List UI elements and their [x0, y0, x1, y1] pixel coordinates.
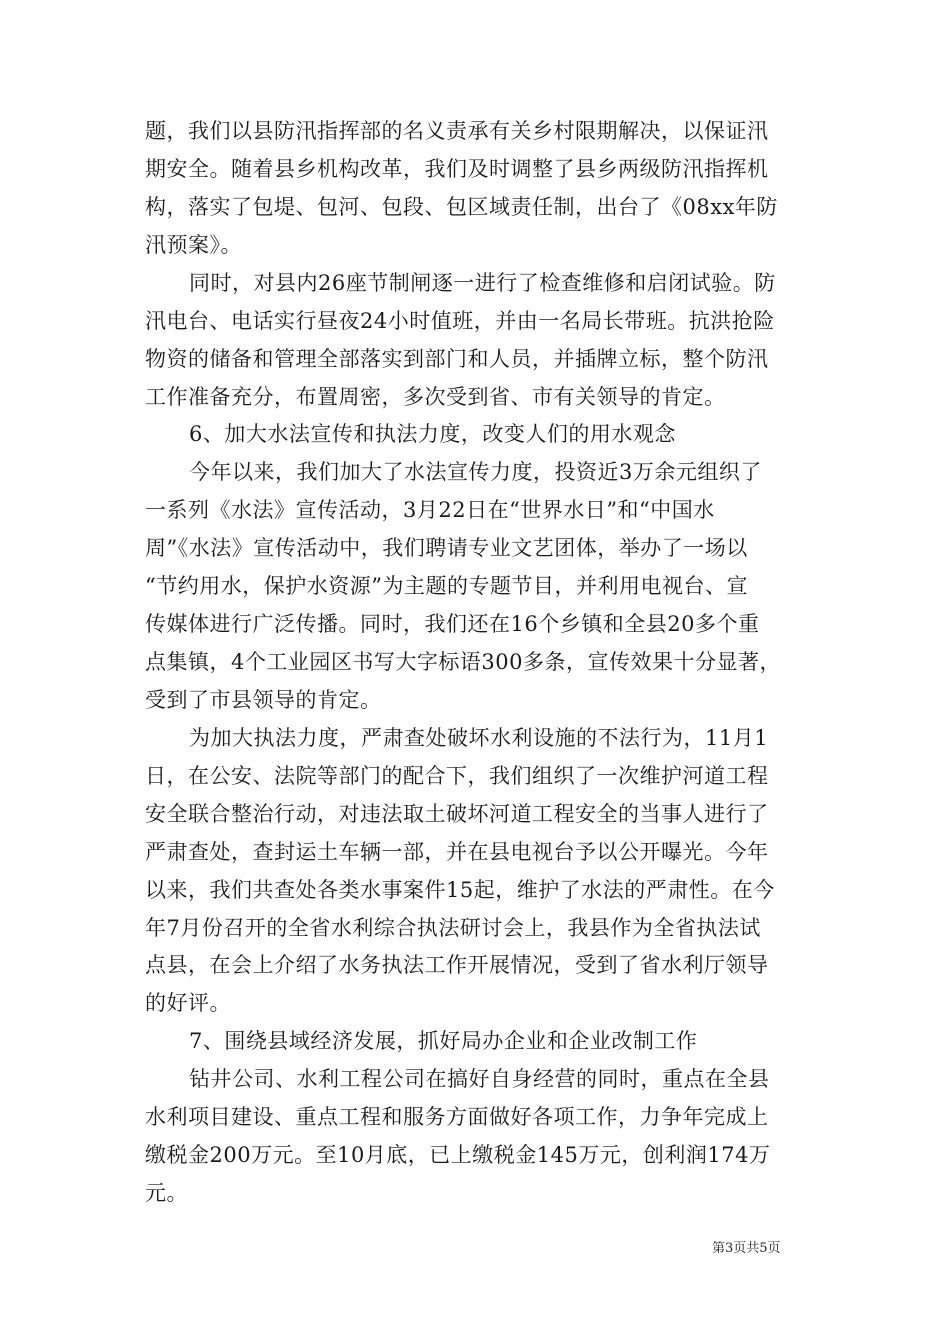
section-heading: 7、围绕县域经济发展，抓好局办企业和企业改制工作 [189, 1029, 698, 1053]
text-line: 元。 [145, 1181, 188, 1205]
text-line: 受到了市县领导的肯定。 [145, 688, 382, 712]
text-line: “节约用水，保护水资源”为主题的专题节目，并利用电视台、宣 [145, 574, 748, 598]
paragraph-first-line: 今年以来，我们加大了水法宣传力度，投资近3万余元组织了 [189, 460, 762, 484]
text-line: 点县，在会上介绍了水务执法工作开展情况，受到了省水利厅领导 [145, 953, 769, 977]
text-line: 的好评。 [145, 991, 231, 1015]
section-heading: 6、加大水法宣传和执法力度，改变人们的用水观念 [189, 422, 676, 446]
text-line: 以来，我们共查处各类水事案件15起，维护了水法的严肃性。在今 [145, 878, 775, 902]
page-number-footer: 第3页共5页 [712, 1241, 781, 1256]
text-line: 水利项目建设、重点工程和服务方面做好各项工作，力争年完成上 [145, 1105, 769, 1129]
text-line: 汛预案》。 [145, 233, 242, 257]
text-line: 物资的储备和管理全部落实到部门和人员，并插牌立标，整个防汛 [145, 347, 769, 371]
text-line: 传媒体进行广泛传播。同时，我们还在16个乡镇和全县20多个重 [145, 612, 760, 636]
text-line: 年7月份召开的全省水利综合执法研讨会上，我县作为全省执法试 [145, 916, 761, 940]
text-line: 缴税金200万元。至10月底，已上缴税金145万元，创利润174万 [145, 1143, 771, 1167]
text-line: 工作准备充分，布置周密，多次受到省、市有关领导的肯定。 [145, 385, 726, 409]
paragraph-first-line: 钻井公司、水利工程公司在搞好自身经营的同时，重点在全县 [189, 1067, 770, 1091]
paragraph-first-line: 同时，对县内26座节制闸逐一进行了检查维修和启闭试验。防 [189, 271, 776, 295]
text-line: 题，我们以县防汛指挥部的名义责承有关乡村限期解决，以保证汛 [145, 119, 769, 143]
text-line: 汛电台、电话实行昼夜24小时值班，并由一名局长带班。抗洪抢险 [145, 309, 775, 333]
paragraph-first-line: 为加大执法力度，严肃查处破坏水利设施的不法行为，11月1 [189, 726, 769, 750]
text-line: 严肃查处，查封运土车辆一部，并在县电视台予以公开曝光。今年 [145, 840, 769, 864]
text-line: 日，在公安、法院等部门的配合下，我们组织了一次维护河道工程 [145, 764, 769, 788]
text-line: 构，落实了包堤、包河、包段、包区域责任制，出台了《08xx年防 [145, 195, 778, 219]
text-line: 安全联合整治行动，对违法取土破坏河道工程安全的当事人进行了 [145, 802, 769, 826]
text-line: 点集镇，4个工业园区书写大字标语300多条，宣传效果十分显著， [145, 650, 781, 674]
text-line: 周”《水法》宣传活动中，我们聘请专业文艺团体，举办了一场以 [145, 536, 748, 560]
text-line: 一系列《水法》宣传活动，3月22日在“世界水日”和“中国水 [145, 498, 715, 522]
text-line: 期安全。随着县乡机构改革，我们及时调整了县乡两级防汛指挥机 [145, 157, 769, 181]
